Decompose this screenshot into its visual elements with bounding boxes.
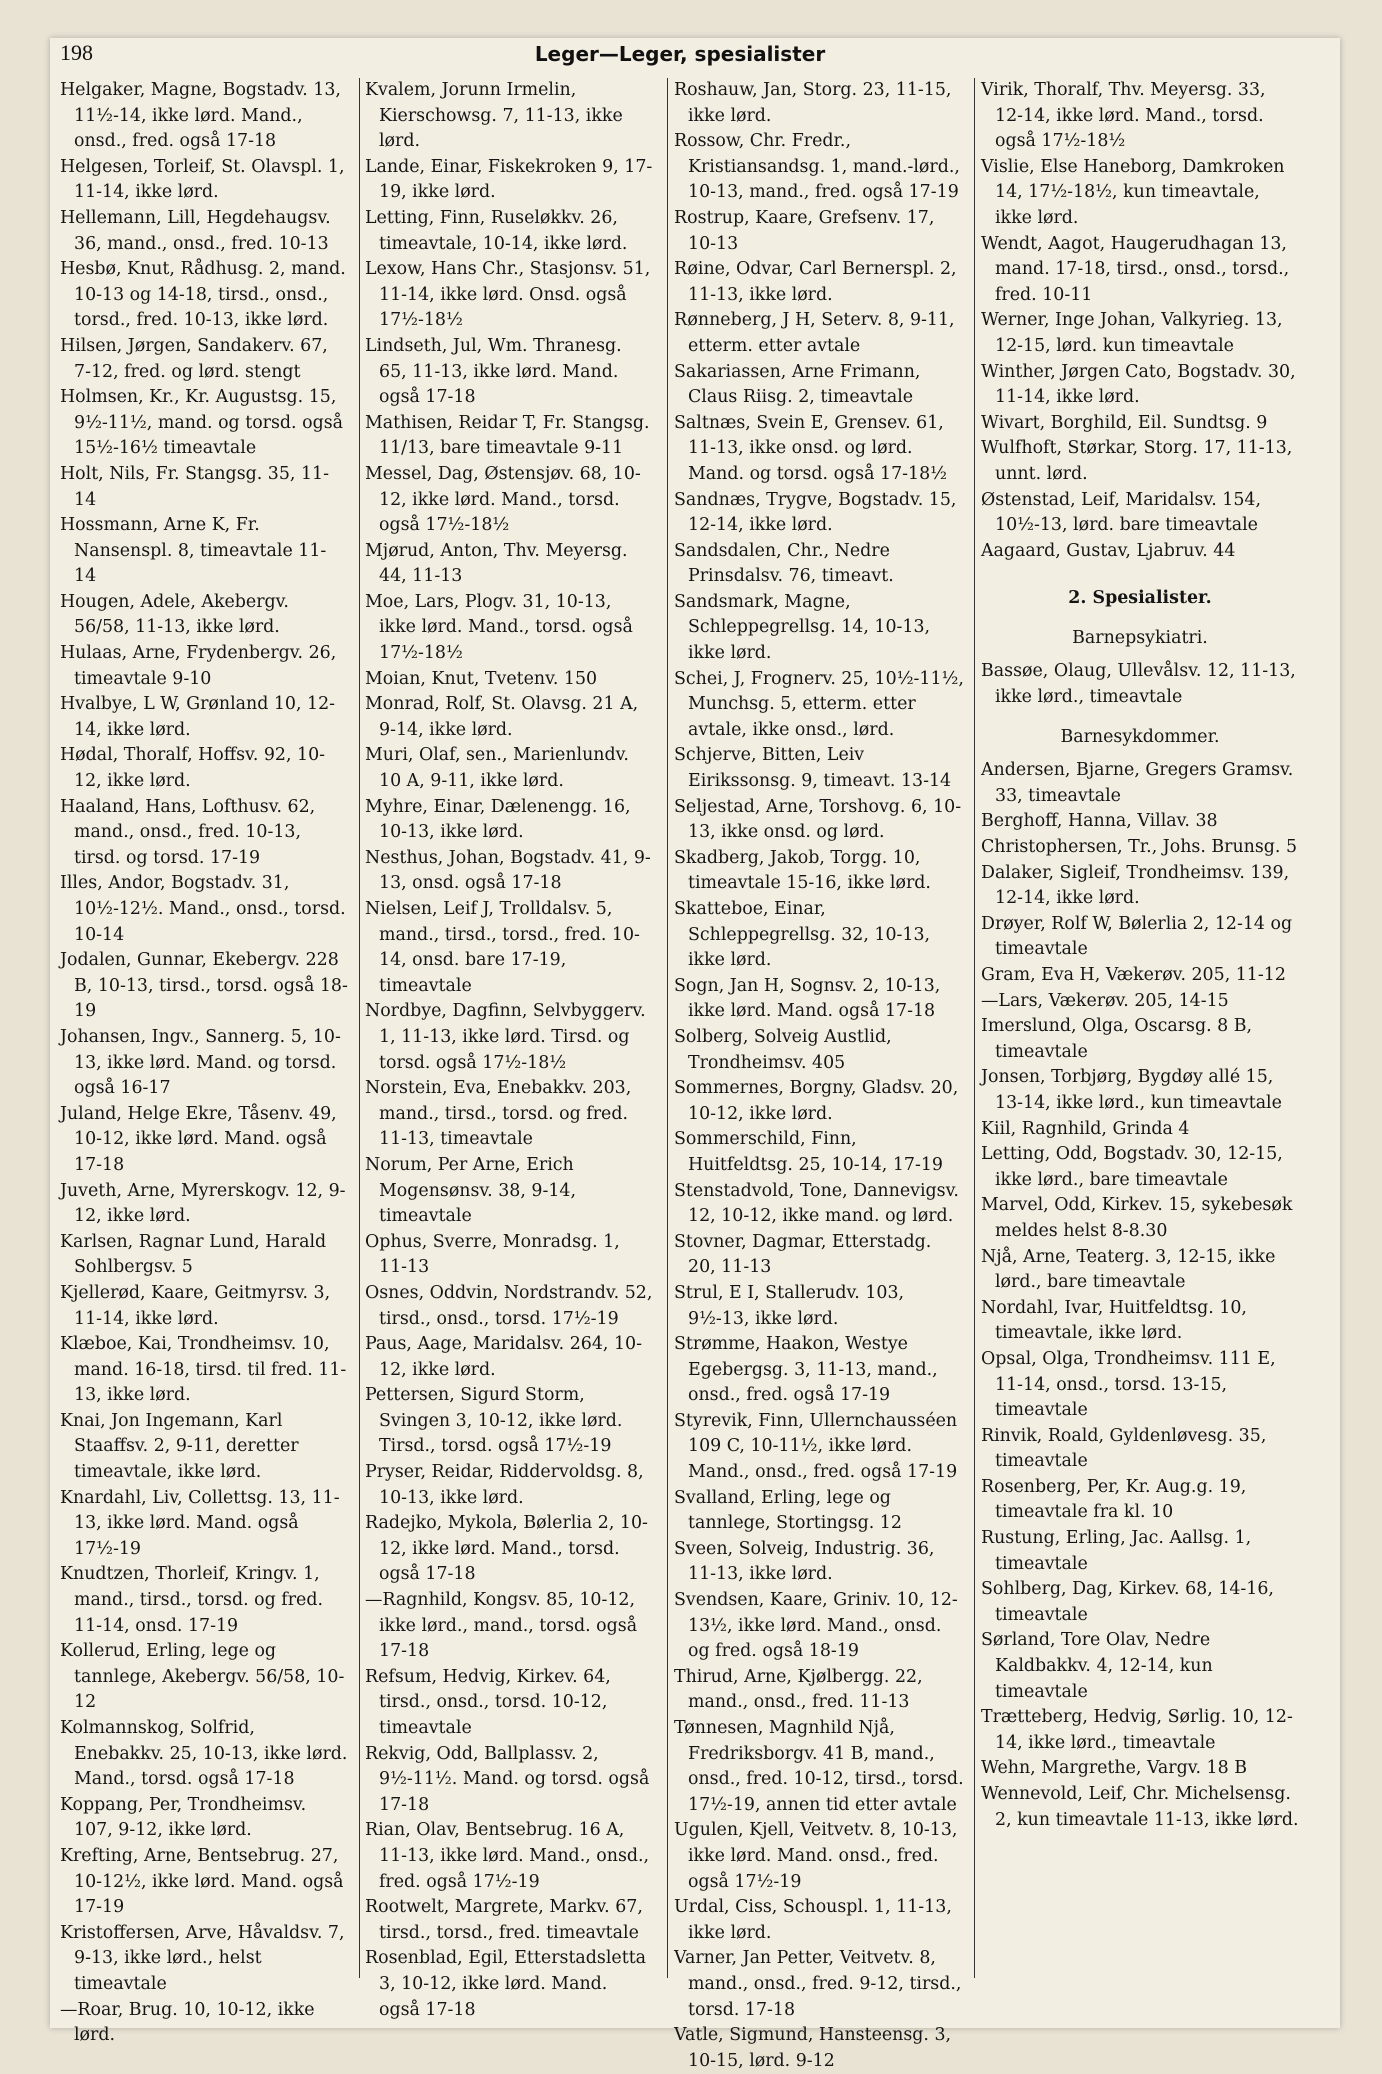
directory-entry: Osnes, Oddvin, Nordstrandv. 52, tirsd., onsd., torsd. 17½-19 xyxy=(365,1282,653,1329)
directory-entry: Trætteberg, Hedvig, Sørlig. 10, 12-14, ikke lørd., timeavtale xyxy=(981,1707,1293,1753)
directory-entry: Svendsen, Kaare, Griniv. 10, 12-13½, ikke lørd. Mand., onsd. og fred. også 18-19 xyxy=(674,1590,958,1662)
directory-entry: Hødal, Thoralf, Hoffsv. 92, 10-12, ikke lørd. xyxy=(60,745,326,792)
directory-entry: Kvalem, Jorunn Irmelin, Kierschowsg. 7, 11-13, ikke lørd. xyxy=(365,80,623,152)
subsection-title: Barnesykdommer. xyxy=(1060,726,1220,747)
directory-entry: Kiil, Ragnhild, Grinda 4 xyxy=(981,1118,1190,1139)
directory-entry: Klæboe, Kai, Trondheimsv. 10, mand. 16-18, tirsd. til fred. 11-13, ikke lørd. xyxy=(60,1334,347,1406)
directory-entry: Werner, Inge Johan, Valkyrieg. 13, 12-15, lørd. kun timeavtale xyxy=(981,310,1283,356)
directory-entry: Rostrup, Kaare, Grefsenv. 17, 10-13 xyxy=(674,207,935,254)
directory-entry: Andersen, Bjarne, Gregers Gramsv. 33, timeavtale xyxy=(981,760,1294,806)
page-header xyxy=(60,36,1300,76)
directory-entry: Sommernes, Borgny, Gladsv. 20, 10-12, ikke lørd. xyxy=(674,1078,959,1124)
directory-entry: Strømme, Haakon, Westye Egebergsg. 3, 11-13, mand., onsd., fred. også 17-19 xyxy=(674,1334,938,1406)
directory-entry: Urdal, Ciss, Schouspl. 1, 11-13, ikke lørd. xyxy=(674,1897,952,1943)
directory-entry: Nielsen, Leif J, Trolldalsv. 5, mand., tirsd., torsd., fred. 10-14, onsd. bare 17-19, timeavtale xyxy=(365,899,640,996)
directory-entry: Moe, Lars, Plogv. 31, 10-13, ikke lørd. Mand., torsd. også 17½-18½ xyxy=(365,591,633,664)
directory-entry: Kolmannskog, Solfrid, Enebakkv. 25, 10-13, ikke lørd. Mand., torsd. også 17-18 xyxy=(60,1718,348,1790)
column-2 xyxy=(365,78,653,2020)
directory-entry: Lindseth, Jul, Wm. Thranesg. 65, 11-13, ikke lørd. Mand. også 17-18 xyxy=(365,335,622,408)
directory-entry: Stovner, Dagmar, Etterstadg. 20, 11-13 xyxy=(674,1231,932,1278)
directory-entry: Sandsdalen, Chr., Nedre Prinsdalsv. 76, timeavt. xyxy=(674,540,894,587)
page-number: 198 xyxy=(60,40,93,65)
directory-entry: Virik, Thoralf, Thv. Meyersg. 33, 12-14, ikke lørd. Mand., torsd. også 17½-18½ xyxy=(981,80,1266,152)
directory-entry: Myhre, Einar, Dælenengg. 16, 10-13, ikke lørd. xyxy=(365,796,631,843)
directory-entry: Monrad, Rolf, St. Olavsg. 21 A, 9-14, ikke lørd. xyxy=(365,694,639,740)
directory-entry: Dalaker, Sigleif, Trondheimsv. 139, 12-14, ikke lørd. xyxy=(981,862,1290,909)
directory-entry: Johansen, Ingv., Sannerg. 5, 10-13, ikke lørd. Mand. og torsd. også 16-17 xyxy=(60,1026,341,1099)
directory-entry: Stenstadvold, Tone, Dannevigsv. 12, 10-12, ikke mand. og lørd. xyxy=(674,1180,959,1227)
directory-entry: Helgesen, Torleif, St. Olavspl. 1, 11-14, ikke lørd. xyxy=(60,156,345,203)
directory-entry: Kristoffersen, Arve, Håvaldsv. 7, 9-13, ikke lørd., helst timeavtale xyxy=(60,1922,345,1994)
directory-entry: Styrevik, Finn, Ullernchausséen 109 C, 10-11½, ikke lørd. Mand., onsd., fred. også 17-19 xyxy=(674,1410,958,1483)
subsection-entries xyxy=(981,659,1299,710)
directory-entry: Sogn, Jan H, Sognsv. 2, 10-13, ikke lørd. Mand. også 17-18 xyxy=(674,975,941,1022)
directory-entry: Wivart, Borghild, Eil. Sundtsg. 9 xyxy=(981,412,1268,433)
directory-entry: Moian, Knut, Tvetenv. 150 xyxy=(365,668,598,689)
directory-entry: Messel, Dag, Østensjøv. 68, 10-12, ikke lørd. Mand., torsd. også 17½-18½ xyxy=(365,463,641,536)
column-4-entries xyxy=(981,78,1299,564)
directory-entry: Røine, Odvar, Carl Bernerspl. 2, 11-13, ikke lørd. xyxy=(674,259,957,305)
directory-entry: —Ragnhild, Kongsv. 85, 10-12, ikke lørd., mand., torsd. også 17-18 xyxy=(365,1590,638,1662)
directory-entry: Helgaker, Magne, Bogstadv. 13, 11½-14, ikke lørd. Mand., onsd., fred. også 17-18 xyxy=(60,80,341,152)
directory-entry: —Lars, Vækerøv. 205, 14-15 xyxy=(981,990,1229,1011)
directory-entry: Ophus, Sverre, Monradsg. 1, 11-13 xyxy=(365,1231,620,1278)
directory-entry: Hesbø, Knut, Rådhusg. 2, mand. 10-13 og 14-18, tirsd., onsd., torsd., fred. 10-13, ikke lørd. xyxy=(60,259,346,331)
directory-entry: Rian, Olav, Bentsebrug. 16 A, 11-13, ikke lørd. Mand., onsd., fred. også 17½-19 xyxy=(365,1820,650,1892)
directory-entry: Aagaard, Gustav, Ljabruv. 44 xyxy=(981,540,1236,561)
section-title: 2. Spesialister. xyxy=(1068,588,1212,609)
directory-entry: Sveen, Solveig, Industrig. 36, 11-13, ikke lørd. xyxy=(674,1538,935,1585)
directory-entry: Sommerschild, Finn, Huitfeldtsg. 25, 10-14, 17-19 xyxy=(674,1129,943,1175)
directory-entry: Skadberg, Jakob, Torgg. 10, timeavtale 15-16, ikke lørd. xyxy=(674,847,931,894)
directory-entry: Rootwelt, Margrete, Markv. 67, tirsd., torsd., fred. timeavtale xyxy=(365,1897,643,1943)
directory-entry: Refsum, Hedvig, Kirkev. 64, tirsd., onsd., torsd. 10-12, timeavtale xyxy=(365,1666,611,1738)
directory-entry: Christophersen, Tr., Johs. Brunsg. 5 xyxy=(981,837,1298,858)
directory-entry: Mjørud, Anton, Thv. Meyersg. 44, 11-13 xyxy=(365,540,628,587)
directory-entry: Knardahl, Liv, Collettsg. 13, 11-13, ikke lørd. Mand. også 17½-19 xyxy=(60,1487,340,1559)
directory-entry: Paus, Aage, Maridalsv. 264, 10-12, ikke lørd. xyxy=(365,1334,642,1380)
directory-entry: Drøyer, Rolf W, Bølerlia 2, 12-14 og timeavtale xyxy=(981,913,1293,960)
directory-entry: Illes, Andor, Bogstadv. 31, 10½-12½. Mand., onsd., torsd. 10-14 xyxy=(60,873,346,945)
directory-entry: Pryser, Reidar, Riddervoldsg. 8, 10-13, ikke lørd. xyxy=(365,1462,644,1508)
directory-entry: Marvel, Odd, Kirkev. 15, sykebesøk meldes helst 8-8.30 xyxy=(981,1195,1293,1241)
directory-entry: Strul, E I, Stallerudv. 103, 9½-13, ikke lørd. xyxy=(674,1282,905,1329)
directory-entry: Karlsen, Ragnar Lund, Harald Sohlbergsv. 5 xyxy=(60,1231,327,1278)
directory-entry: Hougen, Adele, Akebergv. 56/58, 11-13, ikke lørd. xyxy=(60,591,289,638)
directory-entry: Juland, Helge Ekre, Tåsenv. 49, 10-12, ikke lørd. Mand. også 17-18 xyxy=(60,1103,337,1175)
directory-entry: Knudtzen, Thorleif, Kringv. 1, mand., tirsd., torsd. og fred. 11-14, onsd. 17-19 xyxy=(60,1564,323,1636)
directory-entry: Hellemann, Lill, Hegdehaugsv. 36, mand., onsd., fred. 10-13 xyxy=(60,207,331,254)
directory-entry: Hilsen, Jørgen, Sandakerv. 67, 7-12, fred. og lørd. stengt xyxy=(60,335,328,382)
directory-entry: Seljestad, Arne, Torshovg. 6, 10-13, ikke onsd. og lørd. xyxy=(674,796,962,843)
directory-entry: Letting, Odd, Bogstadv. 30, 12-15, ikke lørd., bare timeavtale xyxy=(981,1144,1283,1190)
directory-entry: Holt, Nils, Fr. Stangsg. 35, 11-14 xyxy=(60,463,329,510)
directory-entry: Norstein, Eva, Enebakkv. 203, mand., tirsd., torsd. og fred. 11-13, timeavtale xyxy=(365,1078,632,1150)
column-1 xyxy=(60,78,348,2046)
directory-entry: Berghoff, Hanna, Villav. 38 xyxy=(981,811,1218,832)
directory-entry: Wennevold, Leif, Chr. Michelsensg. 2, kun timeavtale 11-13, ikke lørd. xyxy=(981,1784,1299,1830)
directory-entry: Rosenblad, Egil, Etterstadsletta 3, 10-12, ikke lørd. Mand. også 17-18 xyxy=(365,1948,647,2020)
directory-entry: Vatle, Sigmund, Hansteensg. 3, 10-15, lørd. 9-12 xyxy=(674,2025,952,2071)
directory-entry: Solberg, Solveig Austlid, Trondheimsv. 405 xyxy=(674,1026,892,1073)
directory-entry: Svalland, Erling, lege og tannlege, Stortingsg. 12 xyxy=(674,1487,902,1534)
directory-entry: Sohlberg, Dag, Kirkev. 68, 14-16, timeavtale xyxy=(981,1579,1274,1625)
directory-entry: Saltnæs, Svein E, Grensev. 61, 11-13, ikke onsd. og lørd. Mand. og torsd. også 17-18½ xyxy=(674,412,947,484)
directory-entry: Pettersen, Sigurd Storm, Svingen 3, 10-12, ikke lørd. Tirsd., torsd. også 17½-19 xyxy=(365,1385,623,1457)
directory-entry: Sandsmark, Magne, Schleppegrellsg. 14, 10-13, ikke lørd. xyxy=(674,591,931,664)
directory-entry: Nordbye, Dagfinn, Selvbyggerv. 1, 11-13, ikke lørd. Tirsd. og torsd. også 17½-18½ xyxy=(365,1001,646,1073)
directory-entry: Opsal, Olga, Trondheimsv. 111 E, 11-14, onsd., torsd. 13-15, timeavtale xyxy=(981,1348,1276,1421)
directory-entry: Sørland, Tore Olav, Nedre Kaldbakkv. 4, 12-14, kun timeavtale xyxy=(981,1630,1213,1702)
directory-entry: Sandnæs, Trygve, Bogstadv. 15, 12-14, ikke lørd. xyxy=(674,489,957,536)
directory-entry: Jodalen, Gunnar, Ekebergv. 228 B, 10-13, tirsd., torsd. også 18-19 xyxy=(60,950,348,1022)
directory-entry: Sakariassen, Arne Frimann, Claus Riisg. 2, timeavtale xyxy=(674,361,921,408)
directory-entry: Rustung, Erling, Jac. Aallsg. 1, timeavtale xyxy=(981,1528,1252,1574)
directory-entry: Skatteboe, Einar, Schleppegrellsg. 32, 10-13, ikke lørd. xyxy=(674,899,931,971)
directory-entry: Nesthus, Johan, Bogstadv. 41, 9-13, onsd. også 17-18 xyxy=(365,847,651,894)
directory-entry: Tønnesen, Magnhild Njå, Fredriksborgv. 41 B, mand., onsd., fred. 10-12, tirsd., torsd. 17½-19, annen tid etter avtale xyxy=(674,1718,964,1815)
directory-entry: Norum, Per Arne, Erich Mogensønsv. 38, 9-14, timeavtale xyxy=(365,1154,577,1227)
directory-entry: Haaland, Hans, Lofthusv. 62, mand., onsd., fred. 10-13, tirsd. og torsd. 17-19 xyxy=(60,796,316,868)
directory-entry: Rønneberg, J H, Seterv. 8, 9-11, etterm. etter avtale xyxy=(674,310,955,356)
directory-entry: Schjerve, Bitten, Leiv Eirikssonsg. 9, timeavt. 13-14 xyxy=(674,745,952,792)
column-3 xyxy=(674,78,964,2071)
directory-entry: Hvalbye, L W, Grønland 10, 12-14, ikke lørd. xyxy=(60,694,336,740)
directory-entry: Vislie, Else Haneborg, Damkroken 14, 17½-18½, kun timeavtale, ikke lørd. xyxy=(981,156,1285,228)
directory-entry: Kjellerød, Kaare, Geitmyrsv. 3, 11-14, ikke lørd. xyxy=(60,1282,331,1329)
directory-entry: Roshauw, Jan, Storg. 23, 11-15, ikke lørd. xyxy=(674,80,952,126)
directory-entry: Wulfhoft, Størkar, Storg. 17, 11-13, unnt. lørd. xyxy=(981,438,1293,484)
directory-entry: Rekvig, Odd, Ballplassv. 2, 9½-11½. Mand. og torsd. også 17-18 xyxy=(365,1743,650,1815)
directory-entry: Wendt, Aagot, Haugerudhagan 13, mand. 17-18, tirsd., onsd., torsd., fred. 10-11 xyxy=(981,233,1290,305)
directory-entry: Lande, Einar, Fiskekroken 9, 17-19, ikke lørd. xyxy=(365,156,653,203)
subsection-entries xyxy=(981,758,1299,1833)
column-4 xyxy=(981,78,1299,1978)
directory-entry: Hulaas, Arne, Frydenbergv. 26, timeavtale 9-10 xyxy=(60,643,337,689)
directory-entry: Hossmann, Arne K, Fr. Nansenspl. 8, timeavtale 11-14 xyxy=(60,515,327,587)
directory-entry: Holmsen, Kr., Kr. Augustsg. 15, 9½-11½, mand. og torsd. også 15½-16½ timeavtale xyxy=(60,387,343,459)
directory-entry: Ugulen, Kjell, Veitvetv. 8, 10-13, ikke lørd. Mand. onsd., fred. også 17½-19 xyxy=(674,1820,958,1892)
directory-entry: Njå, Arne, Teaterg. 3, 12-15, ikke lørd., bare timeavtale xyxy=(981,1246,1276,1293)
directory-entry: Rossow, Chr. Fredr., Kristiansandsg. 1, mand.-lørd., 10-13, mand., fred. også 17-19 xyxy=(674,131,960,203)
directory-entry: Letting, Finn, Ruseløkkv. 26, timeavtale, 10-14, ikke lørd. xyxy=(365,207,628,254)
directory-entry: Varner, Jan Petter, Veitvetv. 8, mand., onsd., fred. 9-12, tirsd., torsd. 17-18 xyxy=(674,1948,962,2020)
directory-entry: Gram, Eva H, Vækerøv. 205, 11-12 xyxy=(981,965,1286,985)
directory-entry: Jonsen, Torbjørg, Bygdøy allé 15, 13-14, ikke lørd., kun timeavtale xyxy=(981,1067,1282,1113)
directory-entry: Schei, J, Frognerv. 25, 10½-11½, Munchsg. 5, etterm. etter avtale, ikke onsd., lørd. xyxy=(674,668,964,740)
directory-entry: Nordahl, Ivar, Huitfeldtsg. 10, timeavtale, ikke lørd. xyxy=(981,1297,1247,1344)
column-divider xyxy=(359,78,360,1978)
directory-entry: Lexow, Hans Chr., Stasjonsv. 51, 11-14, ikke lørd. Onsd. også 17½-18½ xyxy=(365,259,651,331)
directory-entry: Muri, Olaf, sen., Marienlundv. 10 A, 9-11, ikke lørd. xyxy=(365,745,629,792)
directory-entry: Rinvik, Roald, Gyldenløvesg. 35, timeavtale xyxy=(981,1425,1267,1472)
column-divider xyxy=(974,78,975,1978)
directory-columns xyxy=(60,78,1300,2071)
directory-entry: Krefting, Arne, Bentsebrug. 27, 10-12½, ikke lørd. Mand. også 17-19 xyxy=(60,1845,344,1918)
directory-entry: Mathisen, Reidar T, Fr. Stangsg. 11/13, bare timeavtale 9-11 xyxy=(365,412,650,459)
directory-entry: Kollerud, Erling, lege og tannlege, Akebergv. 56/58, 10-12 xyxy=(60,1641,345,1713)
running-head: Leger—Leger, spesialister xyxy=(534,42,826,66)
column-divider xyxy=(667,78,668,1978)
directory-entry: Østenstad, Leif, Maridalsv. 154, 10½-13, lørd. bare timeavtale xyxy=(981,489,1261,536)
directory-entry: Imerslund, Olga, Oscarsg. 8 B, timeavtale xyxy=(981,1016,1253,1062)
directory-entry: Bassøe, Olaug, Ullevålsv. 12, 11-13, ikke lørd., timeavtale xyxy=(981,661,1296,708)
directory-entry: Knai, Jon Ingemann, Karl Staaffsv. 2, 9-11, deretter timeavtale, ikke lørd. xyxy=(60,1410,299,1483)
directory-entry: —Roar, Brug. 10, 10-12, ikke lørd. xyxy=(60,1999,315,2046)
directory-entry: Koppang, Per, Trondheimsv. 107, 9-12, ikke lørd. xyxy=(60,1794,307,1841)
directory-entry: Radejko, Mykola, Bølerlia 2, 10-12, ikke lørd. Mand., torsd. også 17-18 xyxy=(365,1513,648,1585)
directory-entry: Juveth, Arne, Myrerskogv. 12, 9-12, ikke lørd. xyxy=(60,1180,346,1227)
directory-entry: Rosenberg, Per, Kr. Aug.g. 19, timeavtale fra kl. 10 xyxy=(981,1476,1247,1523)
directory-entry: Wehn, Margrethe, Vargv. 18 B xyxy=(981,1758,1247,1779)
directory-entry: Winther, Jørgen Cato, Bogstadv. 30, 11-14, ikke lørd. xyxy=(981,361,1296,408)
directory-entry: Thirud, Arne, Kjølbergg. 22, mand., onsd., fred. 11-13 xyxy=(674,1666,923,1713)
subsection-title: Barnepsykiatri. xyxy=(1072,627,1208,648)
